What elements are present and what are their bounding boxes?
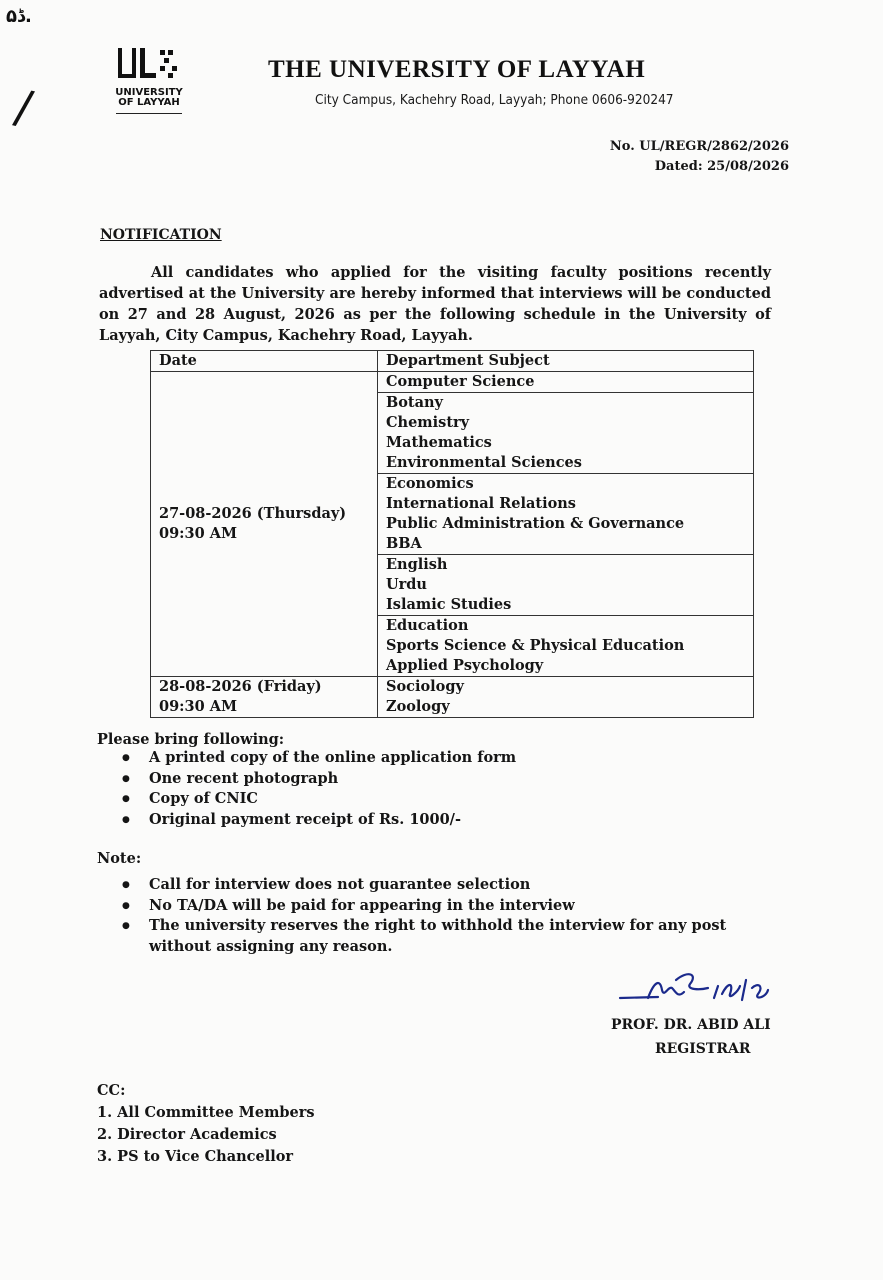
- university-address: City Campus, Kachehry Road, Layyah; Phone 0606-920247: [315, 92, 674, 108]
- department-item: Environmental Sciences: [386, 454, 582, 471]
- day1-time: 09:30 AM: [159, 525, 238, 542]
- cc-item: 1. All Committee Members: [97, 1104, 315, 1121]
- department-item: Islamic Studies: [386, 596, 512, 613]
- list-item: ● Copy of CNIC: [97, 789, 516, 810]
- day2-time: 09:30 AM: [159, 698, 238, 715]
- department-item: BBA: [386, 535, 422, 552]
- department-item: Chemistry: [386, 414, 470, 431]
- cc-item: 3. PS to Vice Chancellor: [97, 1148, 294, 1165]
- cc-section: [97, 1080, 315, 1168]
- university-title: THE UNIVERSITY OF LAYYAH: [268, 56, 646, 83]
- department-item: Education: [386, 617, 469, 634]
- interview-schedule-table: [150, 350, 754, 718]
- note-title: Note:: [97, 850, 142, 867]
- department-item: Computer Science: [386, 373, 535, 390]
- registrar-signature: [618, 968, 788, 1010]
- signatory-block: [611, 1013, 771, 1061]
- table-row: [151, 372, 754, 393]
- signatory-name: PROF. DR. ABID ALI: [611, 1017, 771, 1033]
- department-item: English: [386, 556, 448, 573]
- logo-rule: [116, 113, 182, 114]
- signatory-designation: REGISTRAR: [655, 1041, 751, 1057]
- department-group: [378, 393, 754, 474]
- list-item: ● One recent photograph: [97, 769, 516, 790]
- department-item: Urdu: [386, 576, 427, 593]
- department-item: Zoology: [386, 698, 450, 715]
- department-item: Public Administration & Governance: [386, 515, 685, 532]
- day2-date: 28-08-2026 (Friday): [159, 678, 322, 695]
- department-item: Sociology: [386, 678, 464, 695]
- department-item: Mathematics: [386, 434, 492, 451]
- reference-date: Dated: 25/08/2026: [654, 159, 789, 174]
- table-header-row: [151, 351, 754, 372]
- department-item: Sports Science & Physical Education: [386, 637, 685, 654]
- department-group: [378, 555, 754, 616]
- day1-date: 27-08-2026 (Thursday): [159, 505, 347, 522]
- header-department: Department Subject: [378, 351, 754, 372]
- handwritten-slash-mark: /: [10, 78, 37, 136]
- cc-item: 2. Director Academics: [97, 1126, 277, 1143]
- notification-body: All candidates who applied for the visiting faculty positions recently advertised at the University are hereby informed that interviews will be conducted on 27 and 28 August, 2026 as per the following schedule in the University of Layyah, City Campus, Kachehry Road, Layyah.: [99, 264, 771, 344]
- university-logo: [116, 46, 182, 84]
- department-item: Botany: [386, 394, 443, 411]
- department-item: Applied Psychology: [386, 657, 544, 674]
- day1-date-cell: [151, 372, 378, 677]
- header-date: Date: [151, 351, 378, 372]
- list-item: ● Call for interview does not guarantee selection: [97, 875, 737, 896]
- note-list: [97, 875, 737, 957]
- department-item: International Relations: [386, 495, 576, 512]
- department-group: [378, 372, 754, 393]
- reference-number: No. UL/REGR/2862/2026: [609, 139, 789, 154]
- note-section: [97, 850, 737, 957]
- list-item: ● A printed copy of the online application form: [97, 748, 516, 769]
- cc-title: CC:: [97, 1082, 126, 1099]
- list-item: ● The university reserves the right to withhold the interview for any post without assigning any reason.: [97, 916, 737, 957]
- department-item: Economics: [386, 475, 474, 492]
- list-item: ● No TA/DA will be paid for appearing in the interview: [97, 896, 737, 917]
- department-group: [378, 474, 754, 555]
- reference-block: [610, 137, 789, 177]
- table-row: [151, 677, 754, 718]
- bring-title: Please bring following:: [97, 731, 285, 748]
- logo-caption: UNIVERSITY OF LAYYAH: [115, 87, 183, 108]
- bring-section: [97, 731, 516, 830]
- handwritten-margin-mark: ڈ‍۵.: [6, 6, 32, 27]
- bring-list: [97, 748, 516, 830]
- day2-date-cell: [151, 677, 378, 718]
- notification-heading: NOTIFICATION: [100, 227, 222, 243]
- department-group: [378, 677, 754, 718]
- department-group: [378, 616, 754, 677]
- list-item: ● Original payment receipt of Rs. 1000/-: [97, 810, 516, 831]
